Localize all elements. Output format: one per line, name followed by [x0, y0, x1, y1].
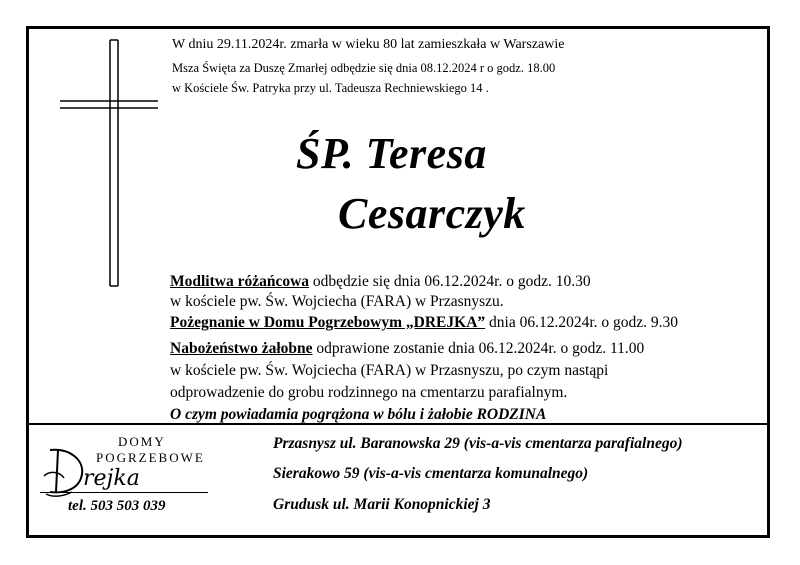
- service-line: [170, 340, 644, 358]
- address-przasnysz: Przasnysz ul. Baranowska 29 (vis-a-vis cmentarza parafialnego): [273, 435, 683, 452]
- section-divider: [26, 423, 770, 425]
- service-burial: odprowadzenie do grobu rodzinnego na cmentarzu parafialnym.: [170, 384, 568, 401]
- closing-line: O czym powiadamia pogrążona w bólu i żałobie RODZINA: [170, 406, 547, 423]
- address-grudusk: Grudusk ul. Marii Konopnickiej 3: [273, 496, 491, 513]
- service-place: w kościele pw. Św. Wojciecha (FARA) w Przasnyszu, po czym nastąpi: [170, 362, 609, 379]
- logo-brand: rejka: [83, 466, 140, 491]
- deceased-last-name: Cesarczyk: [338, 189, 526, 238]
- farewell-line: [170, 314, 678, 332]
- cross-icon: [0, 0, 160, 300]
- farewell-text: dnia 06.12.2024r. o godz. 9.30: [485, 314, 679, 331]
- service-text: odprawione zostanie dnia 06.12.2024r. o godz. 11.00: [312, 340, 645, 357]
- service-label: Nabożeństwo żałobne: [170, 340, 313, 357]
- rosary-label: Modlitwa różańcowa: [170, 273, 310, 290]
- header-church-address: w Kościele Św. Patryka przy ul. Tadeusza Rechniewskiego 14 .: [172, 81, 489, 95]
- header-death-notice: W dniu 29.11.2024r. zmarła w wieku 80 lat zamieszkała w Warszawie: [172, 37, 565, 52]
- header-mass-info: Msza Święta za Duszę Zmarłej odbędzie się dnia 08.12.2024 r o godz. 18.00: [172, 61, 556, 75]
- deceased-first-name: ŚP. Teresa: [296, 129, 487, 178]
- rosary-text: odbędzie się dnia 06.12.2024r. o godz. 10.30: [309, 273, 591, 290]
- rosary-place: w kościele pw. Św. Wojciecha (FARA) w Przasnyszu.: [170, 293, 504, 310]
- logo-domy: DOMY: [118, 434, 166, 449]
- rosary-line: [170, 273, 591, 291]
- farewell-label: Pożegnanie w Domu Pogrzebowym „DREJKA”: [170, 314, 486, 331]
- phone-number: tel. 503 503 039: [68, 498, 166, 514]
- logo-underline: [40, 492, 208, 493]
- logo-pogrzebowe: POGRZEBOWE: [96, 450, 205, 465]
- address-sierakowo: Sierakowo 59 (vis-a-vis cmentarza komunalnego): [273, 465, 589, 482]
